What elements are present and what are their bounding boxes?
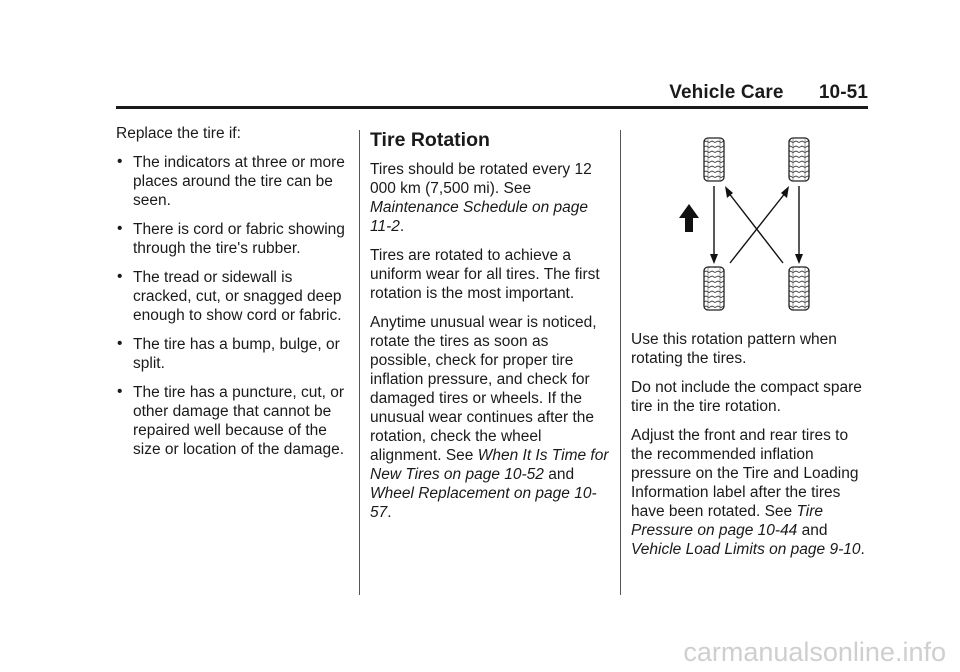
page-number: 10-51 (818, 82, 868, 103)
list-item (116, 383, 351, 459)
column-divider-right (620, 130, 621, 595)
tire-icon (789, 267, 809, 310)
maintenance-schedule-link[interactable]: Maintenance Schedule on page 11-2 (370, 199, 589, 235)
list-item (116, 268, 351, 325)
list-item-text: The tire has a bump, bulge, or split. (133, 336, 340, 372)
rotation-interval-paragraph (370, 160, 610, 236)
forward-arrow-icon (679, 204, 699, 232)
list-item-text: The tread or sidewall is cracked, cut, or snagged deep enough to show cord or fabric. (133, 269, 342, 324)
bullet-icon: • (117, 335, 123, 352)
new-tires-link[interactable]: When It Is Time for New Tires on page 10-52 (370, 447, 609, 483)
rotation-purpose-paragraph: Tires are rotated to achieve a uniform wear for all tires. The first rotation is the most important. (370, 247, 600, 302)
tire-icon (789, 138, 809, 181)
unusual-wear-paragraph (370, 313, 610, 522)
bullet-icon: • (117, 268, 123, 285)
replace-intro: Replace the tire if: (116, 125, 241, 142)
rotation-pattern-caption: Use this rotation pattern when rotating the tires. (631, 331, 837, 367)
page-header (0, 82, 868, 104)
conjunction: and (548, 466, 575, 483)
list-item (116, 220, 351, 258)
watermark: carmanualsonline.info (683, 637, 946, 667)
tire-icon (704, 267, 724, 310)
left-column (116, 124, 351, 469)
paragraph-text: Adjust the front and rear tires to the recommended inflation pressure on the Tire and Loading Information label after the tires have been rotated. See (631, 427, 859, 520)
paragraph-text: Anytime unusual wear is noticed, rotate the tires as soon as possible, check for proper tire inflation pressure, and check for damaged tires or wheels. If the unusual wear continues after the rotation, check the wheel alignment. See (370, 314, 597, 464)
punctuation: . (387, 504, 392, 521)
column-divider-left (359, 130, 360, 595)
crossing-arrows-icon (710, 186, 803, 264)
header-rule (116, 106, 868, 109)
bullet-icon: • (117, 220, 123, 237)
punctuation: . (860, 541, 865, 558)
list-item-text: The tire has a puncture, cut, or other damage that cannot be repaired well because of the size or location of the damage. (133, 384, 345, 458)
bullet-icon: • (117, 153, 123, 170)
compact-spare-note: Do not include the compact spare tire in the tire rotation. (631, 379, 862, 415)
punctuation: . (399, 218, 405, 235)
list-item (116, 335, 351, 373)
list-item (116, 153, 351, 210)
wheel-replacement-link[interactable]: Wheel Replacement on page 10-57 (370, 485, 597, 521)
paragraph-text: Tires should be rotated every 12 000 km (7,500 mi). See (370, 161, 592, 197)
list-item-text: There is cord or fabric showing through the tire's rubber. (133, 221, 345, 257)
rotation-pattern-diagram (631, 130, 871, 322)
vehicle-load-limits-link[interactable]: Vehicle Load Limits on page 9-10 (631, 541, 861, 558)
list-item-text: The indicators at three or more places around the tire can be seen. (133, 154, 345, 209)
tire-icon (704, 138, 724, 181)
section-heading: Tire Rotation (370, 129, 490, 151)
right-column (631, 130, 871, 569)
bullet-icon: • (117, 383, 123, 400)
inflation-paragraph (631, 426, 871, 559)
conjunction: and (801, 522, 828, 539)
middle-column (370, 128, 610, 532)
replace-criteria-list (116, 153, 351, 459)
tire-pressure-link[interactable]: Tire Pressure on page 10-44 (631, 503, 824, 539)
section-title: Vehicle Care (669, 82, 784, 103)
